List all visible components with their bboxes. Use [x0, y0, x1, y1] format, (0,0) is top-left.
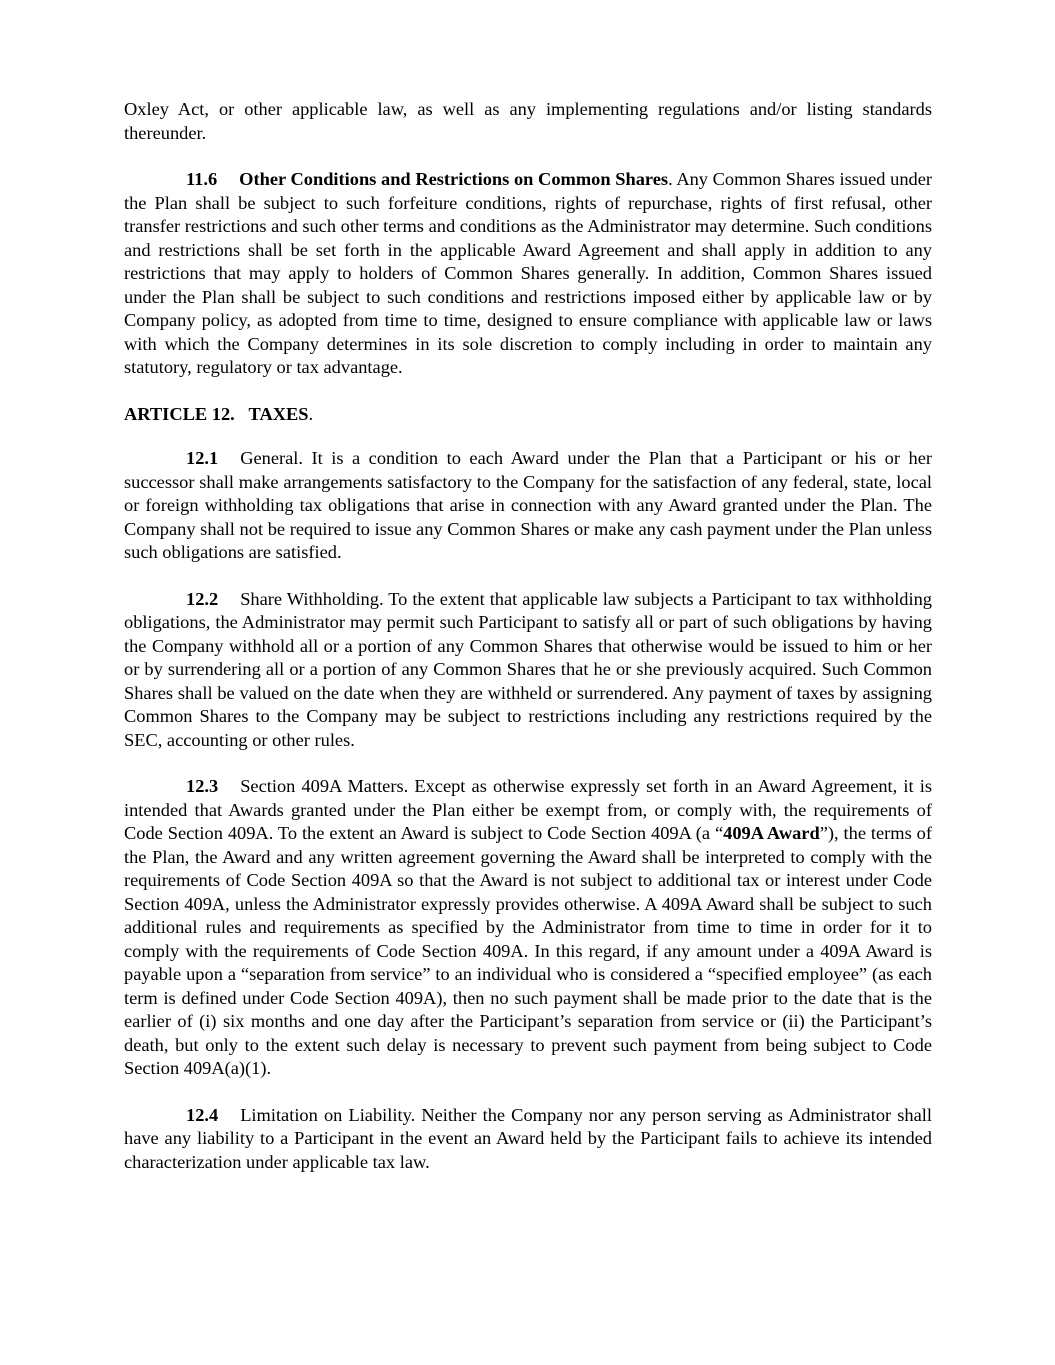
- section-heading: Other Conditions and Restrictions on Common Shares: [239, 169, 669, 189]
- section-body-part-b: ”), the terms of the Plan, the Award and any written agreement governing the Award shall be interpreted to comply with the requirements of Code Section 409A so that the Award is not subject to additional tax or interest under Code Section 409A, unless the Administrator expressly provides otherwise. A 409A Award shall be subject to such additional rules and requirements as specified by the Administrator from time to time in order for it to comply with the requirements of Code Section 409A. In this regard, if any amount under a 409A Award is payable upon a “separation from service” to an individual who is considered a “specified employee” (as each term is defined under Code Section 409A), then no such payment shall be made prior to the date that is the earlier of (i) six months and one day after the Participant’s separation from service or (ii) the Participant’s death, but only to the extent such delay is necessary to prevent such payment from being subject to Code Section 409A(a)(1).: [124, 823, 933, 1078]
- article-12-heading: [124, 403, 932, 427]
- section-heading-period: .: [668, 169, 673, 189]
- section-number: 12.2: [186, 588, 219, 609]
- continuation-paragraph: [124, 98, 932, 145]
- section-number: 12.3: [186, 776, 219, 796]
- article-punct: .: [308, 403, 314, 424]
- defined-term: 409A Award: [723, 823, 820, 843]
- section-12-2: [124, 588, 932, 753]
- section-12-3: [124, 775, 932, 1081]
- section-body: Share Withholding. To the extent that applicable law subjects a Participant to tax withholding obligations, the Administrator may permit such Participant to satisfy all or part of such obligations by having the Company withhold all or a portion of any Common Shares that otherwise would be issued to him or her or by surrendering all or a portion of any Common Shares that he or she previously acquired. Such Common Shares shall be valued on the date when they are withheld or surrendered. Any payment of taxes by assigning Common Shares to the Company may be subject to restrictions including any restrictions required by the SEC, accounting or other rules.: [124, 588, 932, 750]
- section-body-part-a: Section 409A Matters. Except as otherwise expressly set forth in an Award Agreement, it is intended that Awards granted under the Plan either be exempt from, or comply with, the requirements of Code Section 409A. To the extent an Award is subject to Code Section 409A (a “: [124, 776, 932, 843]
- section-body: General. It is a condition to each Award under the Plan that a Participant or his or her successor shall make arrangements satisfactory to the Company for the satisfaction of any federal, state, local or foreign withholding tax obligations that arise in connection with any Award granted under the Plan. The Company shall not be required to issue any Common Shares or make any cash payment under the Plan unless such obligations are satisfied.: [124, 448, 932, 562]
- article-label: ARTICLE 12.: [124, 403, 235, 424]
- section-11-6: [124, 168, 932, 380]
- section-12-1: [124, 447, 932, 565]
- section-12-4: [124, 1104, 932, 1175]
- section-body: Any Common Shares issued under the Plan shall be subject to such forfeiture conditions, rights of repurchase, rights of first refusal, other transfer restrictions and such other terms and conditions as the Administrator may determine. Such conditions and restrictions shall be set forth in the applicable Award Agreement and shall apply in addition to any restrictions that may apply to holders of Common Shares generally. In addition, Common Shares issued under the Plan shall be subject to such conditions and restrictions imposed either by applicable law or by Company policy, as adopted from time to time, designed to ensure compliance with applicable law or laws with which the Company determines in its sole discretion to comply including in order to maintain any statutory, regulatory or tax advantage.: [124, 169, 932, 377]
- continuation-text: Oxley Act, or other applicable law, as well as any implementing regulations and/or listing standards thereunder.: [124, 99, 932, 143]
- article-title: TAXES: [248, 403, 309, 424]
- section-number: 11.6: [186, 169, 218, 189]
- section-number: 12.4: [186, 1104, 219, 1125]
- section-body: Limitation on Liability. Neither the Company nor any person serving as Administrator shall have any liability to a Participant in the event an Award held by the Participant fails to achieve its intended characterization under applicable tax law.: [124, 1104, 932, 1172]
- section-number: 12.1: [186, 448, 219, 468]
- document-page: [124, 98, 932, 1197]
